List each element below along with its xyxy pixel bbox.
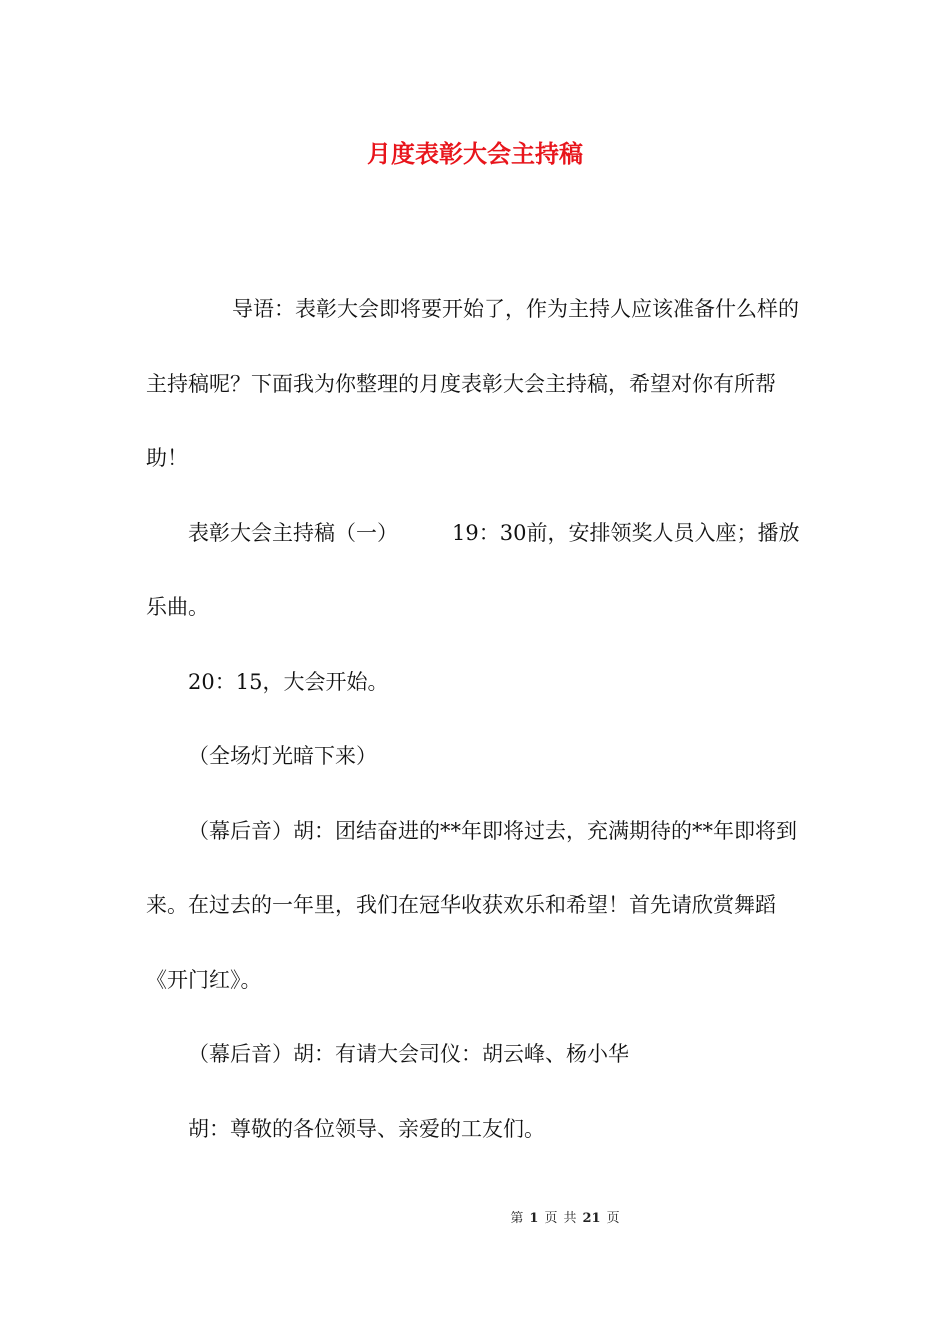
section-heading: 表彰大会主持稿（一） xyxy=(188,520,398,545)
footer-page-unit: 页 xyxy=(544,1211,558,1226)
document-body xyxy=(146,272,811,1166)
page-footer xyxy=(0,1209,950,1229)
current-page-number: 1 xyxy=(529,1211,539,1226)
section-heading-paragraph xyxy=(146,496,811,645)
footer-total-label: 共 xyxy=(563,1211,577,1226)
intro-paragraph: 导语：表彰大会即将要开始了，作为主持人应该准备什么样的主持稿呢？下面我为你整理的月度表彰大会主持稿，希望对你有所帮助！ xyxy=(146,297,799,470)
schedule-text: 19：30前，安排领奖人员入座；播放乐曲。 xyxy=(146,520,800,619)
script-paragraph: 胡：尊敬的各位领导、亲爱的工友们。 xyxy=(188,1116,545,1141)
total-page-number: 21 xyxy=(582,1211,601,1226)
footer-suffix: 页 xyxy=(606,1211,620,1226)
script-paragraph: （幕后音）胡：团结奋进的**年即将过去，充满期待的**年即将到来。在过去的一年里，我们在冠华收获欢乐和希望！首先请欣赏舞蹈《开门红》。 xyxy=(146,818,797,992)
document-title: 月度表彰大会主持稿 xyxy=(367,139,583,168)
script-paragraph: （幕后音）胡：有请大会司仪：胡云峰、杨小华 xyxy=(188,1042,629,1066)
footer-prefix: 第 xyxy=(510,1211,524,1226)
stage-direction: （全场灯光暗下来） xyxy=(188,744,377,768)
schedule-paragraph: 20：15，大会开始。 xyxy=(188,669,389,694)
